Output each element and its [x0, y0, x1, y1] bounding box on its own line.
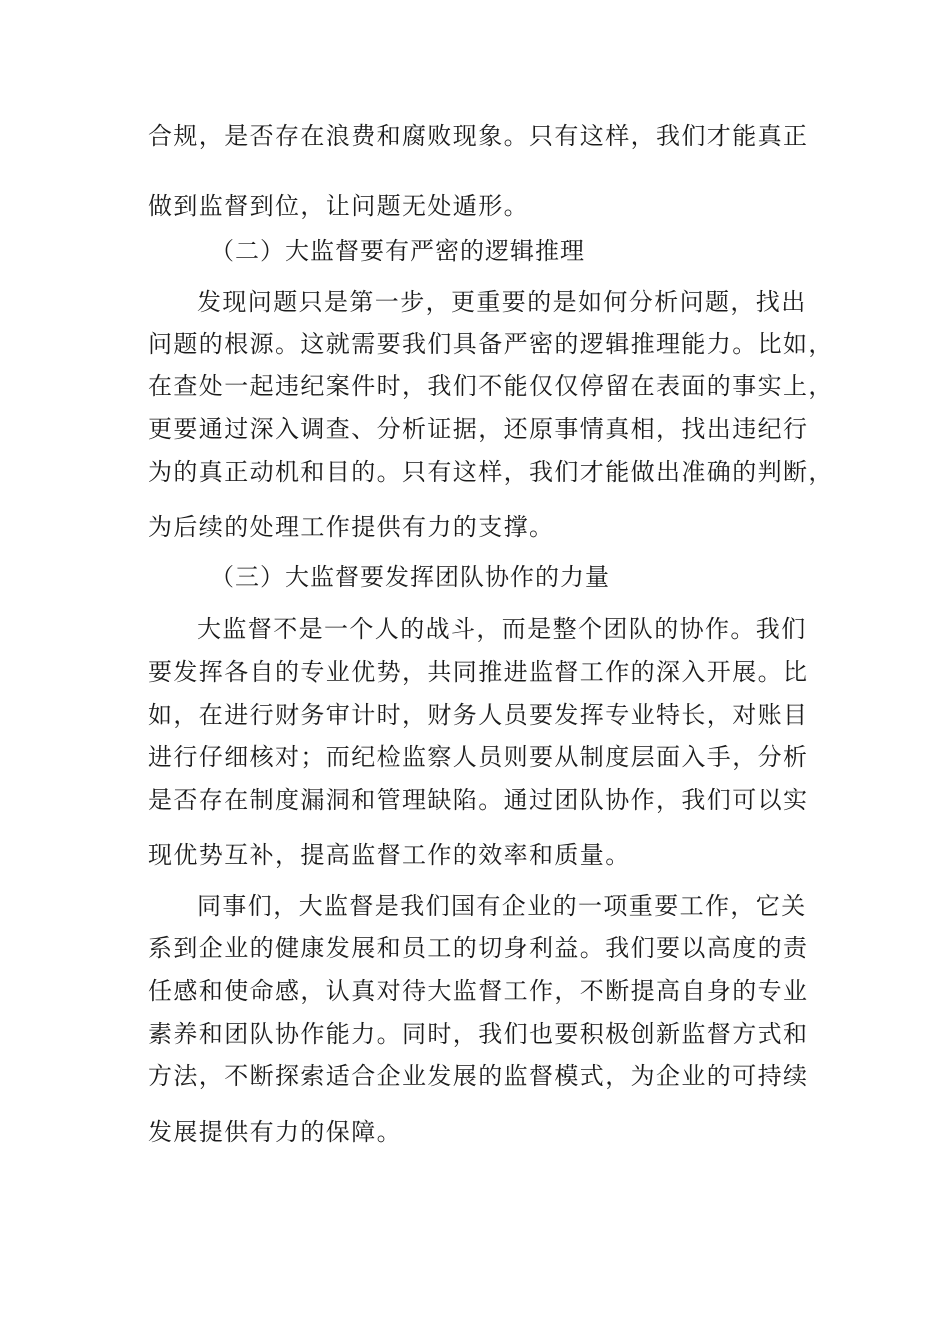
section-heading: （三）大监督要发挥团队协作的力量 — [210, 563, 610, 591]
text-line: 任感和使命感，认真对待大监督工作，不断提高自身的专业 — [148, 977, 809, 1005]
text-line: 大监督不是一个人的战斗，而是整个团队的协作。我们 — [197, 615, 807, 643]
text-line: 要发挥各自的专业优势，共同推进监督工作的深入开展。比 — [148, 658, 809, 686]
text-line: 是否存在制度漏洞和管理缺陷。通过团队协作，我们可以实 — [148, 786, 809, 814]
text-line: 做到监督到位，让问题无处遁形。 — [148, 192, 529, 220]
text-line: 合规，是否存在浪费和腐败现象。只有这样，我们才能真正 — [148, 122, 809, 150]
text-line: 为的真正动机和目的。只有这样，我们才能做出准确的判断， — [148, 458, 834, 486]
text-line: 方法，不断探索适合企业发展的监督模式，为企业的可持续 — [148, 1062, 809, 1090]
text-line: 现优势互补，提高监督工作的效率和质量。 — [148, 841, 631, 869]
text-line: 发现问题只是第一步，更重要的是如何分析问题，找出 — [197, 288, 807, 316]
text-line: 问题的根源。这就需要我们具备严密的逻辑推理能力。比如， — [148, 330, 834, 358]
text-line: 更要通过深入调查、分析证据，还原事情真相，找出违纪行 — [148, 415, 809, 443]
text-line: 为后续的处理工作提供有力的支撑。 — [148, 513, 555, 541]
section-heading: （二）大监督要有严密的逻辑推理 — [210, 237, 585, 265]
text-line: 同事们，大监督是我们国有企业的一项重要工作，它关 — [197, 892, 807, 920]
text-line: 系到企业的健康发展和员工的切身利益。我们要以高度的责 — [148, 934, 809, 962]
text-line: 进行仔细核对；而纪检监察人员则要从制度层面入手，分析 — [148, 743, 809, 771]
text-line: 素养和团队协作能力。同时，我们也要积极创新监督方式和 — [148, 1020, 809, 1048]
text-line: 在查处一起违纪案件时，我们不能仅仅停留在表面的事实上， — [148, 372, 834, 400]
text-line: 如，在进行财务审计时，财务人员要发挥专业特长，对账目 — [148, 701, 809, 729]
text-line: 发展提供有力的保障。 — [148, 1118, 402, 1146]
